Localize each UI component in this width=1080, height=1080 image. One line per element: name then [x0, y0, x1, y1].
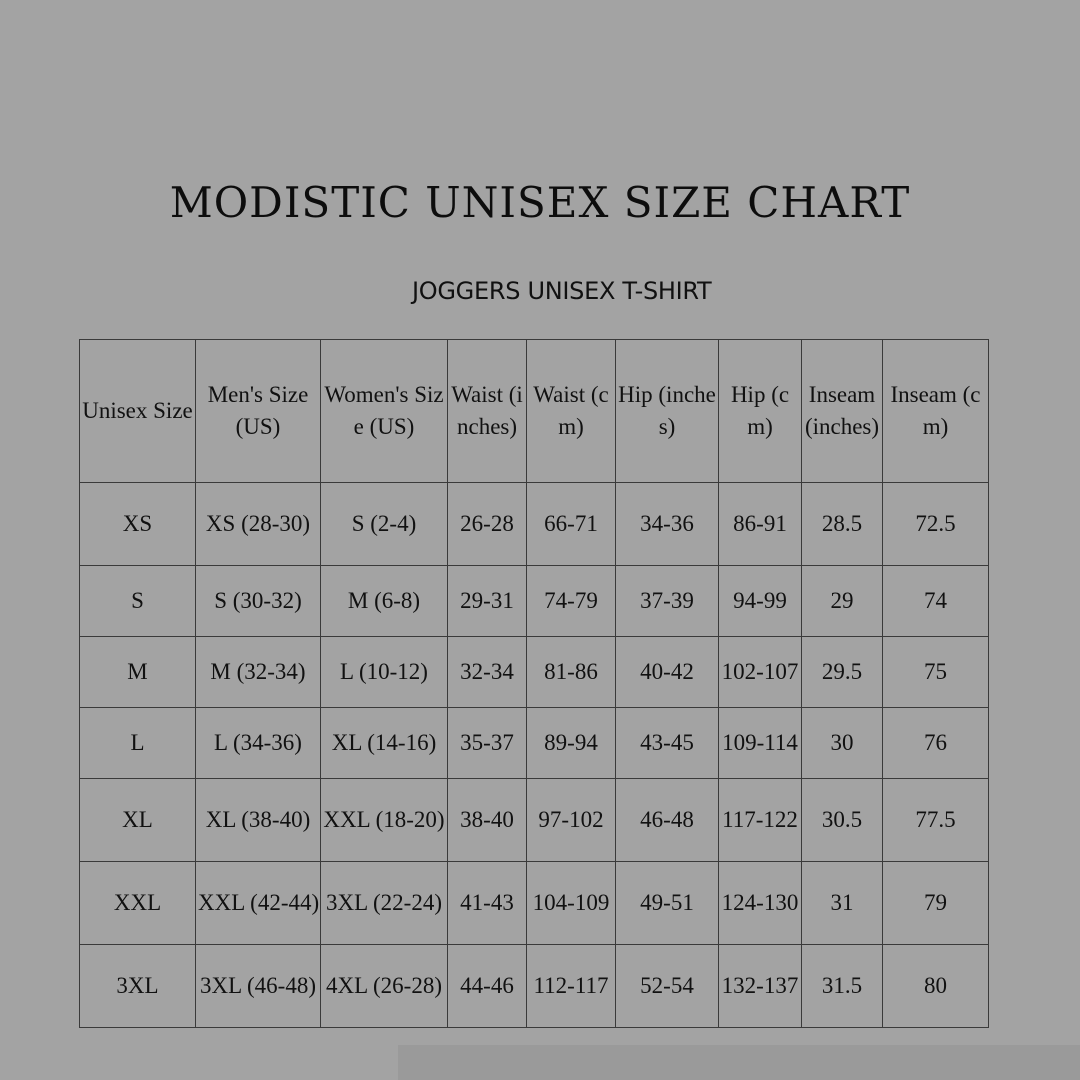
- table-cell: 89-94: [527, 708, 616, 779]
- column-header: Hip (inches): [616, 340, 719, 483]
- table-cell: 30.5: [802, 779, 883, 862]
- column-header: Waist (cm): [527, 340, 616, 483]
- table-cell: 72.5: [883, 483, 989, 566]
- table-cell: XXL: [80, 862, 196, 945]
- decorative-strip: [398, 1045, 1080, 1080]
- table-cell: 81-86: [527, 637, 616, 708]
- table-cell: L (34-36): [196, 708, 321, 779]
- table-cell: XL: [80, 779, 196, 862]
- column-header: Inseam (cm): [883, 340, 989, 483]
- table-cell: 97-102: [527, 779, 616, 862]
- table-cell: XL (38-40): [196, 779, 321, 862]
- table-cell: XXL (18-20): [321, 779, 448, 862]
- table-cell: 76: [883, 708, 989, 779]
- table-cell: XL (14-16): [321, 708, 448, 779]
- table-cell: 28.5: [802, 483, 883, 566]
- column-header: Women's Size (US): [321, 340, 448, 483]
- table-cell: 77.5: [883, 779, 989, 862]
- table-cell: 3XL (46-48): [196, 945, 321, 1028]
- table-cell: 104-109: [527, 862, 616, 945]
- table-cell: XXL (42-44): [196, 862, 321, 945]
- table-cell: 38-40: [448, 779, 527, 862]
- table-cell: M: [80, 637, 196, 708]
- table-cell: 94-99: [719, 566, 802, 637]
- table-cell: 4XL (26-28): [321, 945, 448, 1028]
- table-cell: 74: [883, 566, 989, 637]
- table-row: [80, 779, 989, 862]
- table-cell: XS (28-30): [196, 483, 321, 566]
- size-chart-table: [79, 339, 989, 1028]
- table-cell: 109-114: [719, 708, 802, 779]
- table-row: [80, 637, 989, 708]
- table-cell: 41-43: [448, 862, 527, 945]
- table-row: [80, 708, 989, 779]
- table-cell: 74-79: [527, 566, 616, 637]
- table-row: [80, 945, 989, 1028]
- table-cell: 52-54: [616, 945, 719, 1028]
- table-cell: L: [80, 708, 196, 779]
- table-cell: S: [80, 566, 196, 637]
- table-cell: 3XL: [80, 945, 196, 1028]
- page-title: MODISTIC UNISEX SIZE CHART: [169, 178, 911, 227]
- table-cell: 29-31: [448, 566, 527, 637]
- table-cell: 46-48: [616, 779, 719, 862]
- table-cell: 112-117: [527, 945, 616, 1028]
- table-cell: 30: [802, 708, 883, 779]
- table-cell: XS: [80, 483, 196, 566]
- table-row: [80, 566, 989, 637]
- table-row: [80, 483, 989, 566]
- header-row: [80, 340, 989, 483]
- column-header: Waist (inches): [448, 340, 527, 483]
- table-cell: 34-36: [616, 483, 719, 566]
- table-cell: 49-51: [616, 862, 719, 945]
- table-cell: 26-28: [448, 483, 527, 566]
- table-cell: 66-71: [527, 483, 616, 566]
- column-header: Unisex Size: [80, 340, 196, 483]
- table-cell: 29: [802, 566, 883, 637]
- table-cell: 31.5: [802, 945, 883, 1028]
- column-header: Hip (cm): [719, 340, 802, 483]
- table-cell: 132-137: [719, 945, 802, 1028]
- table-cell: 35-37: [448, 708, 527, 779]
- table-cell: 3XL (22-24): [321, 862, 448, 945]
- table-cell: M (32-34): [196, 637, 321, 708]
- page-subtitle: JOGGERS UNISEX T-SHIRT: [412, 277, 712, 305]
- table-cell: 124-130: [719, 862, 802, 945]
- table-row: [80, 862, 989, 945]
- table-cell: 37-39: [616, 566, 719, 637]
- table-cell: 32-34: [448, 637, 527, 708]
- table-cell: S (30-32): [196, 566, 321, 637]
- table-cell: M (6-8): [321, 566, 448, 637]
- table-cell: S (2-4): [321, 483, 448, 566]
- table-cell: L (10-12): [321, 637, 448, 708]
- table-cell: 102-107: [719, 637, 802, 708]
- column-header: Inseam (inches): [802, 340, 883, 483]
- table-cell: 43-45: [616, 708, 719, 779]
- table-cell: 86-91: [719, 483, 802, 566]
- table-cell: 44-46: [448, 945, 527, 1028]
- table-cell: 79: [883, 862, 989, 945]
- table-cell: 31: [802, 862, 883, 945]
- table-cell: 29.5: [802, 637, 883, 708]
- column-header: Men's Size (US): [196, 340, 321, 483]
- table-cell: 80: [883, 945, 989, 1028]
- table-cell: 75: [883, 637, 989, 708]
- table-cell: 117-122: [719, 779, 802, 862]
- table-cell: 40-42: [616, 637, 719, 708]
